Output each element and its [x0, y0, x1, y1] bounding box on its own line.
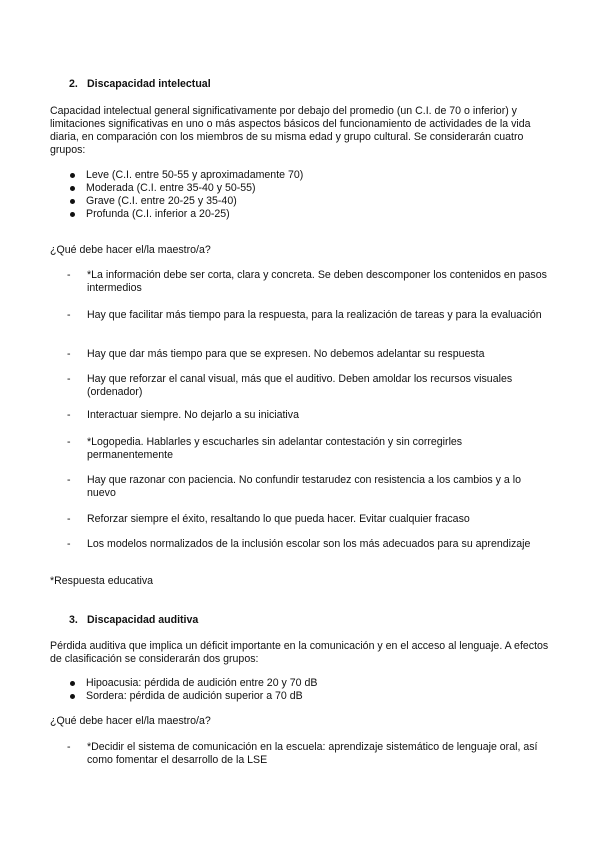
section-title: Discapacidad intelectual	[87, 78, 211, 90]
section-title: Discapacidad auditiva	[87, 614, 199, 626]
list-item: - *Logopedia. Hablarles y escucharles sin adelantar contestación y sin corregirles permanentemente	[50, 436, 550, 462]
list-item: Leve (C.I. entre 50-55 y aproximadamente 70)	[50, 169, 550, 182]
footnote: *Respuesta educativa	[50, 575, 154, 587]
list-item: Profunda (C.I. inferior a 20-25)	[50, 208, 550, 221]
section-number: 2.	[69, 78, 78, 90]
list-item: - *La información debe ser corta, clara y concreta. Se deben descomponer los contenidos en pasos intermedios	[50, 269, 550, 295]
list-item: Hipoacusia: pérdida de audición entre 20 y 70 dB	[50, 677, 550, 690]
section-intro: Capacidad intelectual general significativamente por debajo del promedio (un C.I. de 70 o inferior) y limitaciones significativas en uno o más aspectos básicos del funcionamiento de actividades de la vida diaria, en comparación con los miembros de su misma edad y grupo cultural. Se considerarán cuatro grupos:	[50, 105, 531, 156]
list-item: - Hay que dar más tiempo para que se expresen. No debemos adelantar su respuesta	[50, 348, 550, 361]
list-item: Grave (C.I. entre 20-25 y 35-40)	[50, 195, 550, 208]
section-heading-intelectual	[69, 78, 211, 91]
section-intro: Pérdida auditiva que implica un déficit importante en la comunicación y en el acceso al lenguaje. A efectos de clasificación se considerarán dos grupos:	[50, 640, 549, 665]
list-item: - *Decidir el sistema de comunicación en la escuela: aprendizaje sistemático de lenguaje oral, así como fomentar el desarrollo de la LSE	[50, 741, 550, 767]
list-item: - Los modelos normalizados de la inclusión escolar son los más adecuados para su aprendizaje	[50, 538, 550, 551]
list-item: - Hay que reforzar el canal visual, más que el auditivo. Deben amoldar los recursos visuales (ordenador)	[50, 373, 550, 399]
list-item: - Hay que facilitar más tiempo para la respuesta, para la realización de tareas y para la evaluación	[50, 309, 550, 322]
question-line: ¿Qué debe hacer el/la maestro/a?	[50, 715, 211, 727]
question-line: ¿Qué debe hacer el/la maestro/a?	[50, 244, 211, 256]
section-number: 3.	[69, 614, 78, 626]
groups-list	[50, 169, 550, 221]
section-heading-auditiva	[69, 614, 198, 627]
list-item: Moderada (C.I. entre 35-40 y 50-55)	[50, 182, 550, 195]
list-item: Sordera: pérdida de audición superior a 70 dB	[50, 690, 550, 703]
list-item: - Reforzar siempre el éxito, resaltando lo que pueda hacer. Evitar cualquier fracaso	[50, 513, 550, 526]
list-item: - Hay que razonar con paciencia. No confundir testarudez con resistencia a los cambios y a lo nuevo	[50, 474, 550, 500]
list-item: - Interactuar siempre. No dejarlo a su iniciativa	[50, 409, 550, 422]
groups-list	[50, 677, 550, 703]
